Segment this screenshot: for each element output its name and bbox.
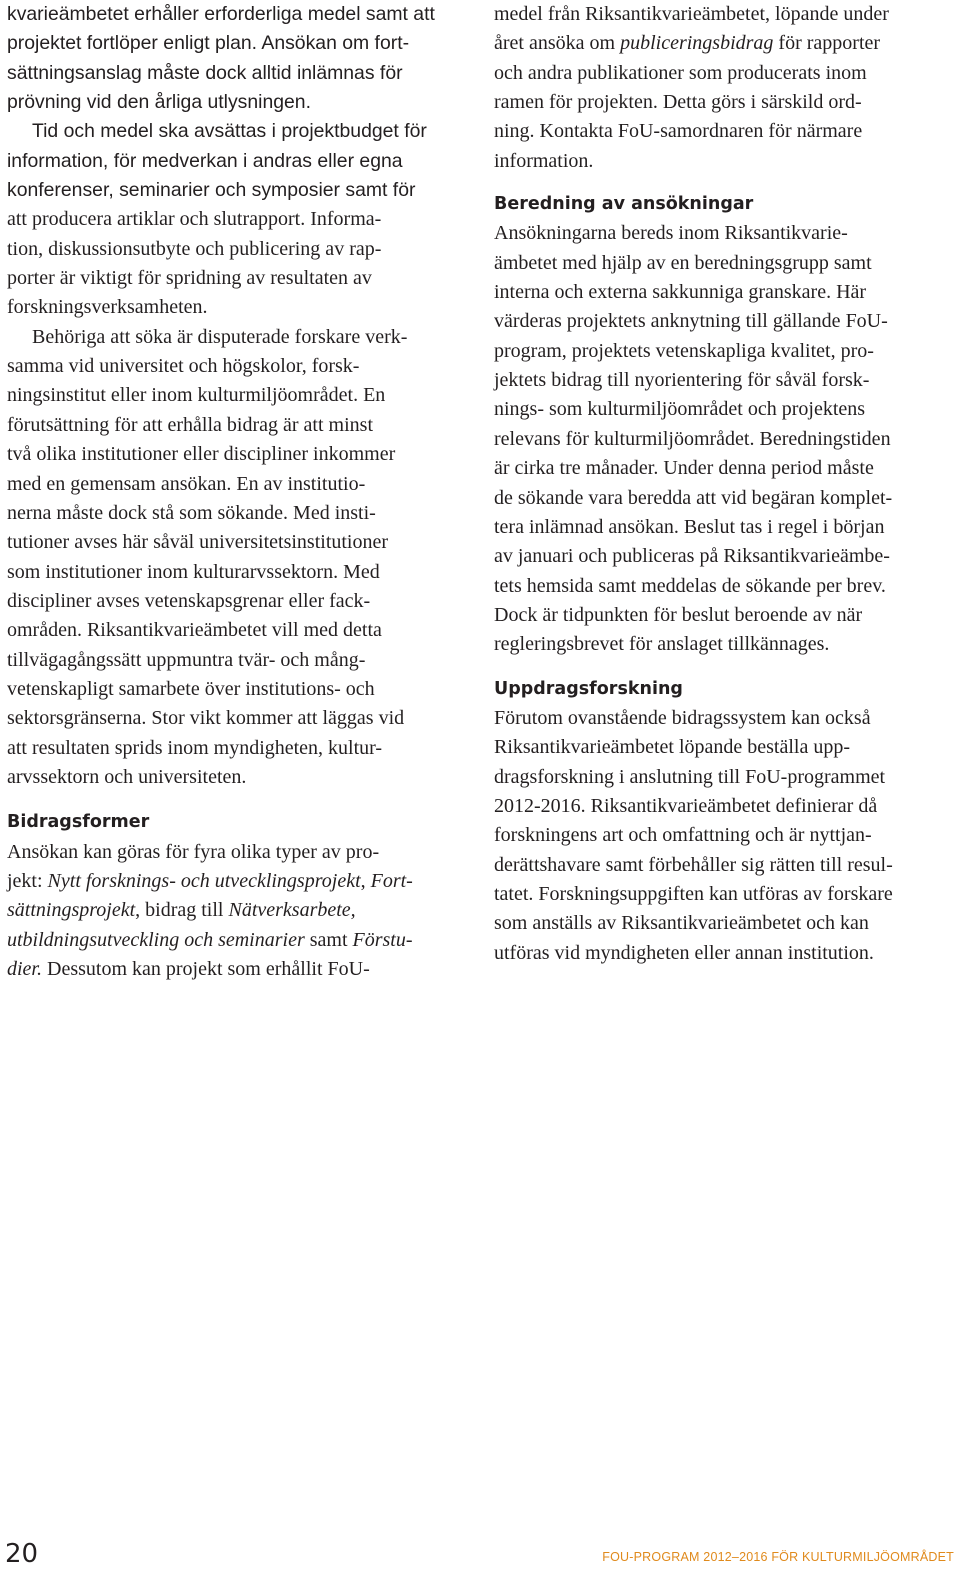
italic-run: utbildningsutveckling och seminarier xyxy=(7,928,305,951)
text-line: två olika institutioner eller discipliner inkommer xyxy=(7,443,396,466)
text-line: program, projektets vetenskapliga kvalitet, pro- xyxy=(494,339,874,362)
publiceringsbidrag-paragraph xyxy=(494,0,956,176)
text-line: sektorsgränserna. Stor vikt kommer att läggas vid xyxy=(7,707,405,730)
text-line: ramen för projekten. Detta görs i särskild ord- xyxy=(494,91,862,114)
text-run: , bidrag till xyxy=(135,899,229,922)
text-line: tion, diskussionsutbyte och publicering av rap- xyxy=(7,237,382,260)
text-line: som anställs av Riksantikvarieämbetet och kan xyxy=(494,912,869,935)
text-line: som institutioner inom kulturarvssektorn. Med xyxy=(7,560,380,583)
text-line xyxy=(7,955,467,984)
text-line: Ansökningarna bereds inom Riksantikvarie- xyxy=(494,222,848,245)
text-line: konferenser, seminarier och symposier samt för xyxy=(7,179,416,202)
section-heading-bidragsformer: Bidragsformer xyxy=(7,812,150,833)
section-heading-beredning: Beredning av ansökningar xyxy=(494,194,754,215)
text-line: prövning vid den årliga utlysningen. xyxy=(7,91,311,114)
left-column xyxy=(7,0,467,984)
text-line: forskningsverksamheten. xyxy=(7,296,208,319)
text-line: Ansökan kan göras för fyra olika typer av pro- xyxy=(7,840,380,863)
tid-paragraph xyxy=(7,117,467,322)
text-run: Dessutom kan projekt som erhållit FoU- xyxy=(42,958,370,980)
page-number: 20 xyxy=(5,1539,39,1569)
text-line: arvssektorn och universiteten. xyxy=(7,765,247,788)
italic-run: Fort- xyxy=(370,869,413,892)
beredning-paragraph xyxy=(494,219,956,659)
text-line: information. xyxy=(494,149,594,172)
running-footer-title: FOU-PROGRAM 2012–2016 FÖR KULTURMILJÖOMRÅDET xyxy=(602,1550,954,1564)
text-line: ningsinstitut eller inom kulturmiljöområdet. En xyxy=(7,384,386,407)
text-run: samt xyxy=(304,928,353,951)
text-line: tera inlämnad ansökan. Beslut tas i regel i början xyxy=(494,515,885,538)
text-line: medel från Riksantikvarieämbetet, löpande under xyxy=(494,3,889,25)
behoriga-paragraph xyxy=(7,323,467,793)
text-line: ämbetet med hjälp av en beredningsgrupp samt xyxy=(494,251,872,274)
italic-run: Nätverksarbete, xyxy=(228,899,356,922)
italic-run: sättningsprojekt xyxy=(7,899,136,922)
text-line: projektet fortlöper enligt plan. Ansökan om fort- xyxy=(7,32,410,55)
section-heading-uppdragsforskning: Uppdragsforskning xyxy=(494,678,683,699)
text-line xyxy=(7,926,467,955)
italic-run: dier. xyxy=(7,958,42,980)
uppdragsforskning-paragraph xyxy=(494,704,956,968)
text-line: med en gemensam ansökan. En av institutio- xyxy=(7,472,366,495)
text-line: derättshavare samt förbehåller sig rätten till resul- xyxy=(494,853,893,876)
text-line: värderas projektets anknytning till gällande FoU- xyxy=(494,310,888,333)
text-line: Riksantikvarieämbetet löpande beställa upp- xyxy=(494,736,850,759)
text-run: jekt: xyxy=(7,869,48,892)
italic-run: Nytt forsknings- och utvecklingsprojekt xyxy=(47,869,361,892)
text-line: discipliner avses vetenskapsgrenar eller fack- xyxy=(7,589,371,612)
text-line xyxy=(7,896,467,925)
text-run: , xyxy=(360,869,371,892)
text-line: samma vid universitet och högskolor, forsk- xyxy=(7,355,360,378)
text-line: Tid och medel ska avsättas i projektbudget för xyxy=(32,120,427,143)
italic-run: publiceringsbidrag xyxy=(620,32,774,55)
text-line: nings- som kulturmiljöområdet och projektens xyxy=(494,398,866,421)
text-line: förutsättning för att erhålla bidrag är att minst xyxy=(7,413,373,436)
text-line: 2012-2016. Riksantikvarieämbetet definierar då xyxy=(494,794,878,817)
italic-run: Förstu- xyxy=(352,928,413,951)
text-line: Dock är tidpunkten för beslut beroende av när xyxy=(494,603,863,626)
text-line: regleringsbrevet för anslaget tillkännages. xyxy=(494,633,830,656)
text-line: forskningens art och omfattning och är nyttjan- xyxy=(494,824,872,847)
text-line: de sökande vara beredda att vid begäran komplet- xyxy=(494,486,893,509)
text-line xyxy=(7,867,467,896)
bidragsformer-paragraph xyxy=(7,838,467,985)
intro-paragraph xyxy=(7,0,467,117)
text-line: dragsforskning i anslutning till FoU-programmet xyxy=(494,765,886,788)
right-column xyxy=(494,0,956,968)
text-line: att producera artiklar och slutrapport. Informa- xyxy=(7,208,382,231)
text-line: tatet. Forskningsuppgiften kan utföras av forskare xyxy=(494,882,893,905)
text-line: interna och externa sakkunniga granskare. Här xyxy=(494,281,867,304)
text-line: områden. Riksantikvarieämbetet vill med detta xyxy=(7,619,382,642)
text-line: Förutom ovanstående bidragssystem kan också xyxy=(494,706,871,729)
text-line: tillvägagångssätt uppmuntra tvär- och mång- xyxy=(7,648,366,671)
text-line: information, för medverkan i andras eller egna xyxy=(7,149,403,172)
text-line: är cirka tre månader. Under denna period måste xyxy=(494,457,874,480)
text-line: nerna måste dock stå som sökande. Med insti- xyxy=(7,501,376,524)
text-run: året ansöka om xyxy=(494,32,621,55)
text-line: utföras vid myndigheten eller annan institution. xyxy=(494,941,874,964)
text-line: Behöriga att söka är disputerade forskare verk- xyxy=(32,325,408,348)
text-line: kvarieämbetet erhåller erforderliga medel samt att xyxy=(7,3,435,25)
text-line: av januari och publiceras på Riksantikvarieämbe- xyxy=(494,545,890,568)
text-line: jektets bidrag till nyorientering för såväl forsk- xyxy=(494,369,870,392)
text-run: för rapporter xyxy=(773,32,881,55)
text-line: relevans för kulturmiljöområdet. Beredningstiden xyxy=(494,427,891,450)
text-line: ning. Kontakta FoU-samordnaren för närmare xyxy=(494,120,863,143)
text-line: sättningsanslag måste dock alltid inlämnas för xyxy=(7,61,403,84)
text-line: vetenskapligt samarbete över institutions- och xyxy=(7,677,375,700)
text-line: porter är viktigt för spridning av resultaten av xyxy=(7,267,372,290)
text-line xyxy=(494,29,956,58)
text-line: tutioner avses här såväl universitetsinstitutioner xyxy=(7,531,389,554)
text-line: att resultaten sprids inom myndigheten, kultur- xyxy=(7,736,383,759)
text-line: och andra publikationer som producerats inom xyxy=(494,61,867,84)
text-line: tets hemsida samt meddelas de sökande per brev. xyxy=(494,574,886,597)
